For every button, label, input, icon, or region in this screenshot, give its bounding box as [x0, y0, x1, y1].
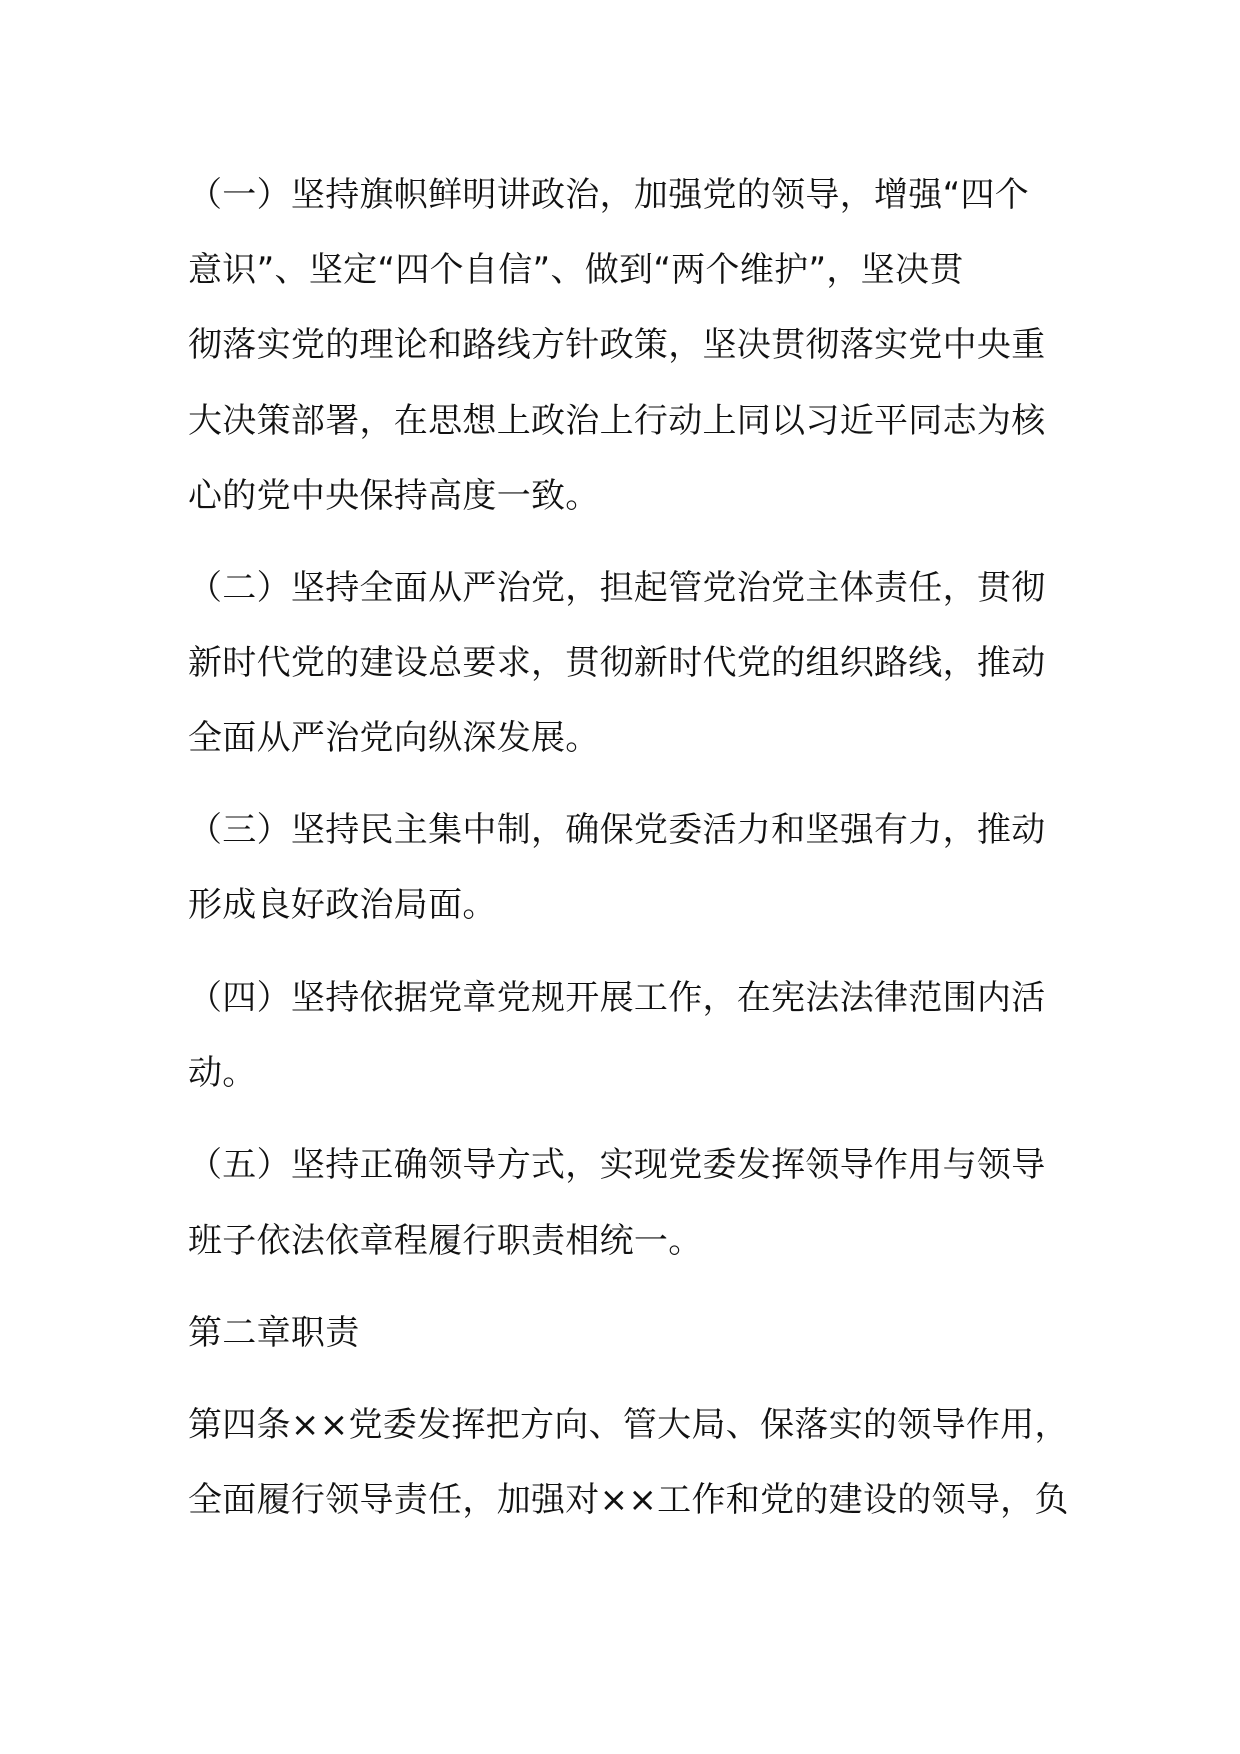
paragraph-line: 全面从严治党向纵深发展。 [188, 718, 600, 758]
paragraph-line: （五）坚持正确领导方式，实现党委发挥领导作用与领导 [188, 1145, 1046, 1185]
paragraph-line: 第四条××党委发挥把方向、管大局、保落实的领导作用， [188, 1405, 1069, 1445]
paragraph-line: （二）坚持全面从严治党，担起管党治党主体责任，贯彻 [188, 568, 1046, 608]
paragraph-line: （三）坚持民主集中制，确保党委活力和坚强有力，推动 [188, 810, 1046, 850]
paragraph-line: （一）坚持旗帜鲜明讲政治，加强党的领导，增强“四个 [188, 175, 1030, 215]
paragraph-line: 动。 [188, 1053, 257, 1093]
paragraph-line: 班子依法依章程履行职责相统一。 [188, 1221, 703, 1261]
paragraph-line: 全面履行领导责任，加强对××工作和党的建设的领导，负 [188, 1480, 1069, 1520]
paragraph-line: 大决策部署，在思想上政治上行动上同以习近平同志为核 [188, 401, 1046, 441]
paragraph-line: 心的党中央保持高度一致。 [188, 476, 600, 516]
paragraph-line: 形成良好政治局面。 [188, 885, 497, 925]
chapter-title: 第二章职责 [188, 1313, 360, 1353]
paragraph-line: 意识”、坚定“四个自信”、做到“两个维护”，坚决贯 [188, 250, 964, 290]
paragraph-line: （四）坚持依据党章党规开展工作，在宪法法律范围内活 [188, 978, 1046, 1018]
paragraph-line: 彻落实党的理论和路线方针政策，坚决贯彻落实党中央重 [188, 325, 1046, 365]
paragraph-line: 新时代党的建设总要求，贯彻新时代党的组织路线，推动 [188, 643, 1046, 683]
